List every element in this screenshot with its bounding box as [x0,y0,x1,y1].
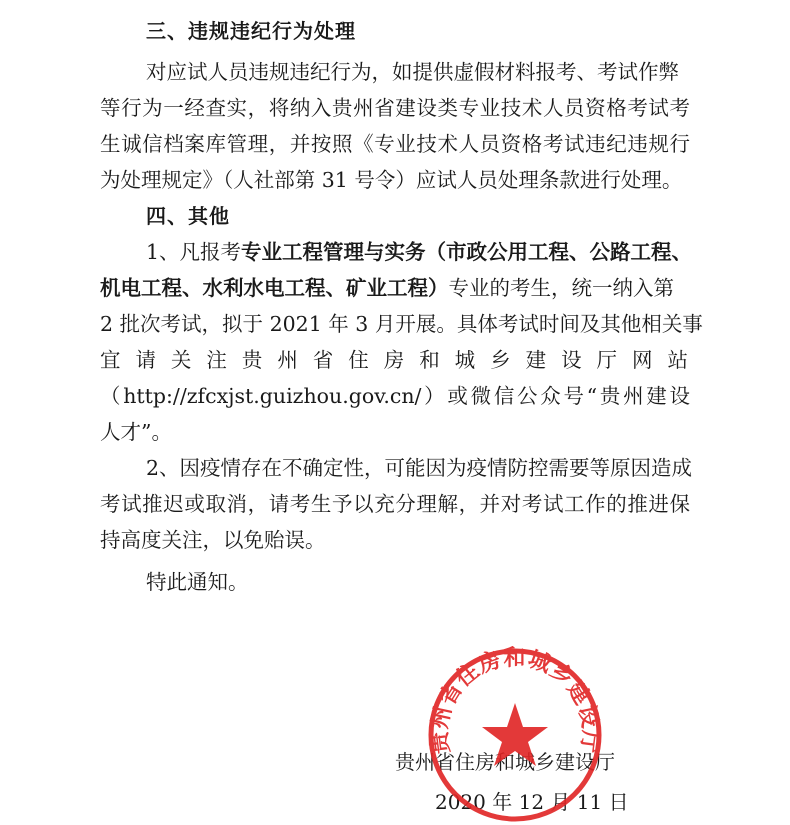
item1-prefix: 1、凡报考 [146,240,242,264]
official-seal-icon [425,645,605,825]
item1-line: 人才”。 [100,420,172,444]
item2-line: 2、因疫情存在不确定性，可能因为疫情防控需要等原因造成 [146,456,693,480]
paragraph-line: 为处理规定》（人社部第 31 号令）应试人员处理条款进行处理。 [100,168,683,192]
item1-line: 宜请关注贵州省住房和城乡建设厅网站 [100,348,690,372]
item1-url-line: （http://zfcxjst.guizhou.gov.cn/）或微信公众号“贵州建设 [100,384,690,408]
signature-date: 2020 年 12 月 11 日 [435,790,629,814]
item1-bold-subjects: 专业工程管理与实务（市政公用工程、公路工程、 [241,240,693,264]
item2-line: 考试推迟或取消，请考生予以充分理解，并对考试工作的推进保 [100,492,690,516]
seal-text: 贵州省住房和城乡建设厅 [427,646,603,756]
paragraph-line: 生诚信档案库管理，并按照《专业技术人员资格考试违纪违规行 [100,132,690,156]
item1-rest: 专业的考生，统一纳入第 [448,276,674,300]
seal-star-icon [482,703,548,766]
item1-line [146,240,692,264]
item1-line: 2 批次考试，拟于 2021 年 3 月开展。具体考试时间及其他相关事 [100,312,703,336]
section-heading-other: 四、其他 [146,204,230,228]
closing-text: 特此通知。 [146,570,249,594]
section-heading-violations: 三、违规违纪行为处理 [146,19,356,43]
signature-organization: 贵州省住房和城乡建设厅 [395,750,615,774]
paragraph-line: 等行为一经查实，将纳入贵州省建设类专业技术人员资格考试考 [100,96,690,120]
item1-line [100,276,674,300]
item1-bold-subjects-cont: 机电工程、水利水电工程、矿业工程） [100,276,449,300]
paragraph-line: 对应试人员违规违纪行为，如提供虚假材料报考、考试作弊 [146,60,679,84]
item2-line: 持高度关注，以免贻误。 [100,528,326,552]
